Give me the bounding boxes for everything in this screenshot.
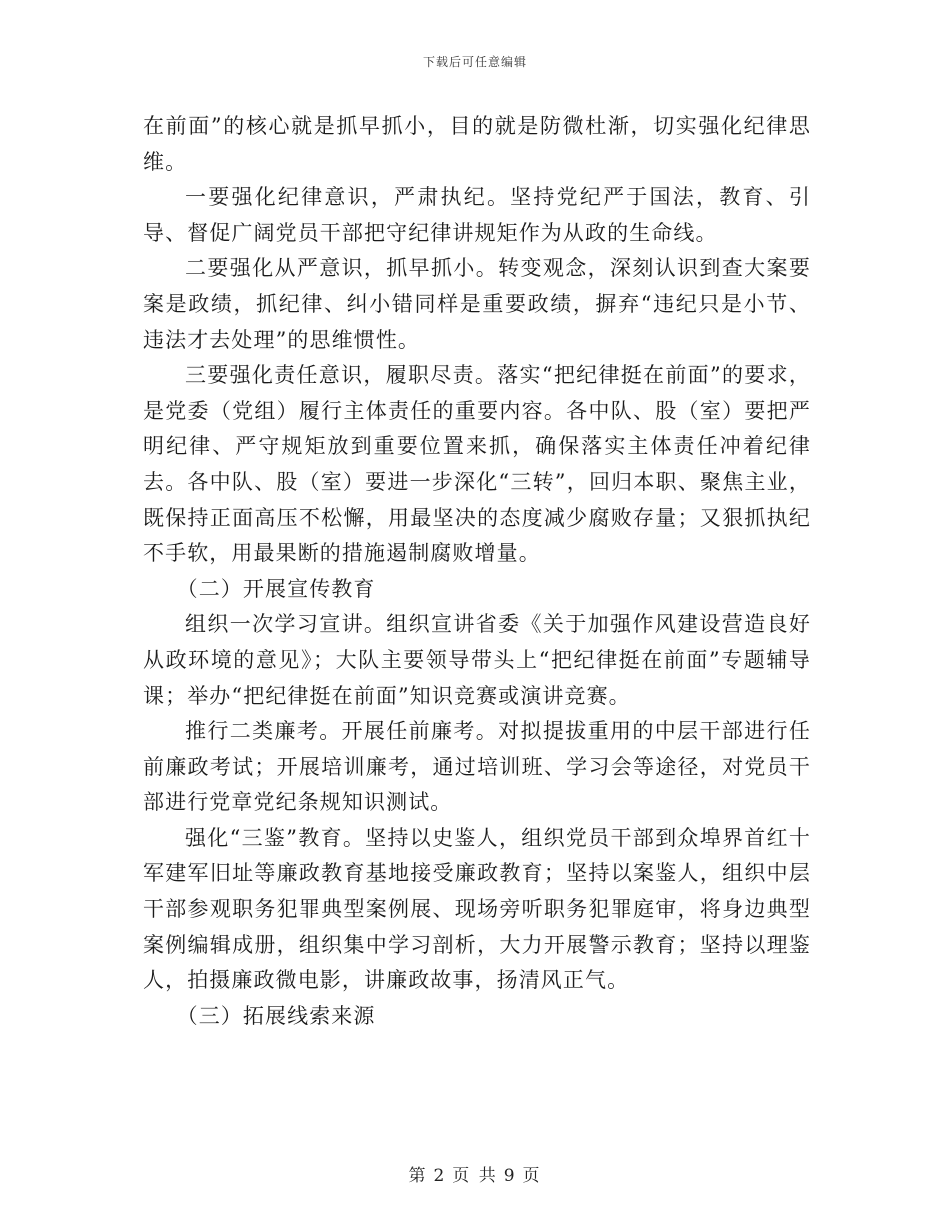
paragraph: 二要强化从严意识，抓早抓小。转变观念，深刻认识到查大案要案是政绩，抓纪律、纠小错同样是重要政绩，摒弃“违纪只是小节、违法才去处理”的思维惯性。 (143, 256, 811, 352)
paragraph: 组织一次学习宣讲。组织宣讲省委《关于加强作风建设营造良好从政环境的意见》；大队主要领导带头上“把纪律挺在前面”专题辅导课；举办“把纪律挺在前面”知识竞赛或演讲竞赛。 (143, 612, 811, 708)
document-body (143, 109, 811, 1034)
page-number: 2 (433, 1166, 447, 1186)
paragraph: 三要强化责任意识，履职尽责。落实“把纪律挺在前面”的要求，是党委（党组）履行主体责任的重要内容。各中队、股（室）要把严明纪律、严守规矩放到重要位置来抓，确保落实主体责任冲着纪律去。各中队、股（室）要进一步深化“三转”，回归本职、聚焦主业，既保持正面高压不松懈，用最坚决的态度减少腐败存量；又狠抓执纪不手软，用最果断的措施遏制腐败增量。 (143, 363, 811, 566)
section-heading: （三）拓展线索来源 (176, 1003, 376, 1028)
page-header: 下载后可任意编辑 (422, 55, 527, 69)
section-heading: （二）开展宣传教育 (176, 576, 376, 601)
page-total: 9 (503, 1166, 517, 1186)
footer-prefix: 第 (408, 1166, 428, 1186)
paragraph: 推行二类廉考。开展任前廉考。对拟提拔重用的中层干部进行任前廉政考试；开展培训廉考，通过培训班、学习会等途径，对党员干部进行党章党纪条规知识测试。 (143, 719, 811, 815)
paragraph: 在前面”的核心就是抓早抓小，目的就是防微杜渐，切实强化纪律思维。 (143, 114, 811, 174)
footer-suffix: 页 (522, 1166, 542, 1186)
page-footer (0, 1161, 950, 1186)
paragraph: 强化“三鉴”教育。坚持以史鉴人，组织党员干部到众埠界首红十军建军旧址等廉政教育基地接受廉政教育；坚持以案鉴人，组织中层干部参观职务犯罪典型案例展、现场旁听职务犯罪庭审，将身边典型案例编辑成册，组织集中学习剖析，大力开展警示教育；坚持以理鉴人，拍摄廉政微电影，讲廉政故事，扬清风正气。 (143, 825, 811, 993)
paragraph: 一要强化纪律意识，严肃执纪。坚持党纪严于国法，教育、引导、督促广阔党员干部把守纪律讲规矩作为从政的生命线。 (143, 185, 811, 245)
footer-mid: 页 共 (452, 1166, 498, 1186)
